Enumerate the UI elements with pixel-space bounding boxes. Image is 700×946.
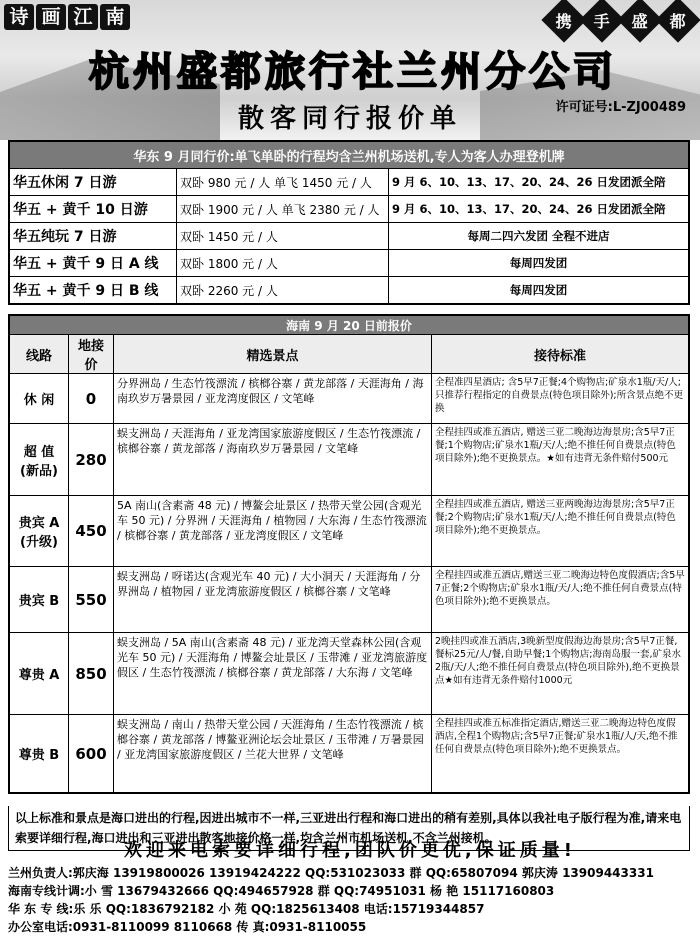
route-price: 双卧 2260 元 / 人 — [177, 277, 389, 304]
featured-spots: 蜈支洲岛 / 天涯海角 / 亚龙湾国家旅游度假区 / 生态竹筏漂流 / 槟榔谷寨 / 黄龙部落 / 海南玖岁万暑景园 / 文笔峰 — [114, 424, 432, 496]
contact-line: 海南专线计调:小 雪 13679432666 QQ:494657928 群 QQ:74951031 杨 艳 15117160803 — [8, 884, 555, 898]
featured-spots: 分界洲岛 / 生态竹筏漂流 / 槟榔谷寨 / 黄龙部落 / 天涯海角 / 海南玖岁万暑景园 / 亚龙湾度假区 / 文笔峰 — [114, 374, 432, 424]
contact-line: 华 东 专 线:乐 乐 QQ:1836792182 小 苑 QQ:1825613408 电话:15719344857 — [8, 902, 485, 916]
route-dates: 每周四发团 — [389, 250, 689, 277]
local-price: 280 — [69, 424, 114, 496]
local-price: 450 — [69, 496, 114, 567]
table-row — [10, 424, 689, 496]
logo-left-char: 诗 — [4, 4, 34, 30]
header-banner — [0, 0, 700, 140]
hainan-banner: 海南 9 月 20 日前报价 — [10, 316, 689, 335]
route-name: 华五 + 黄千 10 日游 — [10, 196, 177, 223]
hainan-table — [9, 315, 689, 793]
line-name: 尊贵 A — [10, 633, 69, 715]
logo-right-diamond: 手 — [579, 0, 624, 43]
logo-left — [4, 4, 130, 30]
line-name: 贵宾 B — [10, 567, 69, 633]
table-row — [10, 496, 689, 567]
reception-standard: 2晚挂四或准五酒店,3晚新型度假海边海景房;含5早7正餐,餐标25元/人/餐,自助早餐;1个购物店;海南岛服一套,矿泉水2瓶/天/人;绝不推任何自费景点(特色项目除外),绝不更换景点★如有违背无条件赔付1000元 — [432, 633, 689, 715]
table-row — [10, 223, 689, 250]
column-header-spots: 精选景点 — [114, 335, 432, 374]
page-subtitle: 散客同行报价单 — [237, 104, 462, 134]
logo-right — [548, 4, 694, 36]
local-price: 850 — [69, 633, 114, 715]
table-row — [10, 715, 689, 793]
route-name: 华五休闲 7 日游 — [10, 169, 177, 196]
reception-standard: 全程挂四或准五酒店,赠送三亚二晚海边特色度假酒店;含5早7正餐;2个购物店;矿泉水1瓶/天/人;绝不推任何自费景点(特色项目除外);绝不更换景点。 — [432, 567, 689, 633]
east-china-section — [8, 140, 690, 305]
route-price: 双卧 1450 元 / 人 — [177, 223, 389, 250]
local-price: 600 — [69, 715, 114, 793]
local-price: 0 — [69, 374, 114, 424]
route-name: 华五纯玩 7 日游 — [10, 223, 177, 250]
route-dates: 9 月 6、10、13、17、20、24、26 日发团派全陪 — [389, 196, 689, 223]
route-price: 双卧 980 元 / 人 单飞 1450 元 / 人 — [177, 169, 389, 196]
featured-spots: 蜈支洲岛 / 呀诺达(含观光车 40 元) / 大小洞天 / 天涯海角 / 分界洲岛 / 植物园 / 亚龙湾旅游度假区 / 槟榔谷寨 / 文笔峰 — [114, 567, 432, 633]
contact-line: 办公室电话:0931-8110099 8110668 传 真:0931-8110055 — [8, 920, 367, 934]
hainan-section — [8, 314, 690, 794]
table-row — [10, 196, 689, 223]
column-header-line: 线路 — [10, 335, 69, 374]
table-row — [10, 633, 689, 715]
route-price: 双卧 1800 元 / 人 — [177, 250, 389, 277]
route-price: 双卧 1900 元 / 人 单飞 2380 元 / 人 — [177, 196, 389, 223]
line-name: 贵宾 A (升级) — [10, 496, 69, 567]
table-row — [10, 374, 689, 424]
logo-left-char: 南 — [100, 4, 130, 30]
route-dates: 每周二四六发团 全程不进店 — [389, 223, 689, 250]
company-title: 杭州盛都旅行社兰州分公司 — [89, 49, 617, 95]
logo-left-char: 画 — [36, 4, 66, 30]
license-number: 许可证号:L-ZJ00489 — [555, 100, 686, 115]
line-name: 休 闲 — [10, 374, 69, 424]
featured-spots: 5A 南山(含素斋 48 元) / 博鳌会址景区 / 热带天堂公园(含观光车 50 元) / 分界洲 / 天涯海角 / 植物园 / 大东海 / 生态竹筏漂流 / 槟榔谷寨 / 黄龙部落 / 亚龙湾度假区 / 文笔峰 — [114, 496, 432, 567]
featured-spots: 蜈支洲岛 / 5A 南山(含素斋 48 元) / 亚龙湾天堂森林公园(含观光车 50 元) / 天涯海角 / 博鳌会址景区 / 玉带滩 / 亚龙湾旅游度假区 / 生态竹筏漂流 / 槟榔谷寨 / 黄龙部落 / 大东海 / 文笔峰 — [114, 633, 432, 715]
reception-standard: 全程挂四或准五酒店, 赠送三亚两晚海边海景房;含5早7正餐;2个购物店;矿泉水1瓶/天/人;绝不推任何自费景点(特色项目除外);绝不更换景点。 — [432, 496, 689, 567]
logo-left-char: 江 — [68, 4, 98, 30]
column-header-price: 地接价 — [69, 335, 114, 374]
reception-standard: 全程挂四或准五标准指定酒店,赠送三亚二晚海边特色度假酒店,全程1个购物店;含5早7正餐;矿泉水1瓶/人/天,绝不推任何自费景点(特色项目除外);绝不更换景点。 — [432, 715, 689, 793]
east-china-table — [9, 141, 689, 304]
logo-right-diamond: 盛 — [617, 0, 662, 43]
featured-spots: 蜈支洲岛 / 南山 / 热带天堂公园 / 天涯海角 / 生态竹筏漂流 / 槟榔谷寨 / 黄龙部落 / 博鳌亚洲论坛会址景区 / 玉带滩 / 万暑景园 / 亚龙湾国家旅游度假区 / 兰花大世界 / 文笔峰 — [114, 715, 432, 793]
column-header-standard: 接待标准 — [432, 335, 689, 374]
logo-right-diamond: 都 — [655, 0, 700, 43]
logo-right-diamond: 携 — [541, 0, 586, 43]
route-dates: 9 月 6、10、13、17、20、24、26 日发团派全陪 — [389, 169, 689, 196]
welcome-slogan: 欢迎来电索要详细行程,团队价更优,保证质量! — [124, 840, 576, 861]
footnote: 以上标准和景点是海口进出的行程,因进出城市不一样,三亚进出行程和海口进出的稍有差别,具体以我社电子版行程为准,请来电索要详细行程,海口进出和三亚进出散客地接价格一样,均含兰州市机场送机,不含兰州接机。 — [8, 806, 690, 851]
local-price: 550 — [69, 567, 114, 633]
route-name: 华五 + 黄千 9 日 B 线 — [10, 277, 177, 304]
route-name: 华五 + 黄千 9 日 A 线 — [10, 250, 177, 277]
reception-standard: 全程准四星酒店; 含5早7正餐;4个购物店;矿泉水1瓶/天/人;只推荐行程指定的自费景点(特色项目除外);所含景点绝不更换 — [432, 374, 689, 424]
table-row — [10, 169, 689, 196]
route-dates: 每周四发团 — [389, 277, 689, 304]
contact-info — [8, 864, 698, 936]
reception-standard: 全程挂四或准五酒店, 赠送三亚二晚海边海景房;含5早7正餐;1个购物店;矿泉水1瓶/天/人;绝不推任何自费景点(特色项目除外);绝不更换景点。★如有违背无条件赔付500元 — [432, 424, 689, 496]
line-name: 尊贵 B — [10, 715, 69, 793]
contact-line: 兰州负责人:郭庆海 13919800026 13919424222 QQ:531023033 群 QQ:65807094 郭庆涛 13909443331 — [8, 866, 654, 880]
table-row — [10, 250, 689, 277]
east-china-banner: 华东 9 月同行价:单飞单卧的行程均含兰州机场送机,专人为客人办理登机牌 — [10, 142, 689, 169]
table-row — [10, 567, 689, 633]
line-name: 超 值 (新品) — [10, 424, 69, 496]
table-row — [10, 277, 689, 304]
